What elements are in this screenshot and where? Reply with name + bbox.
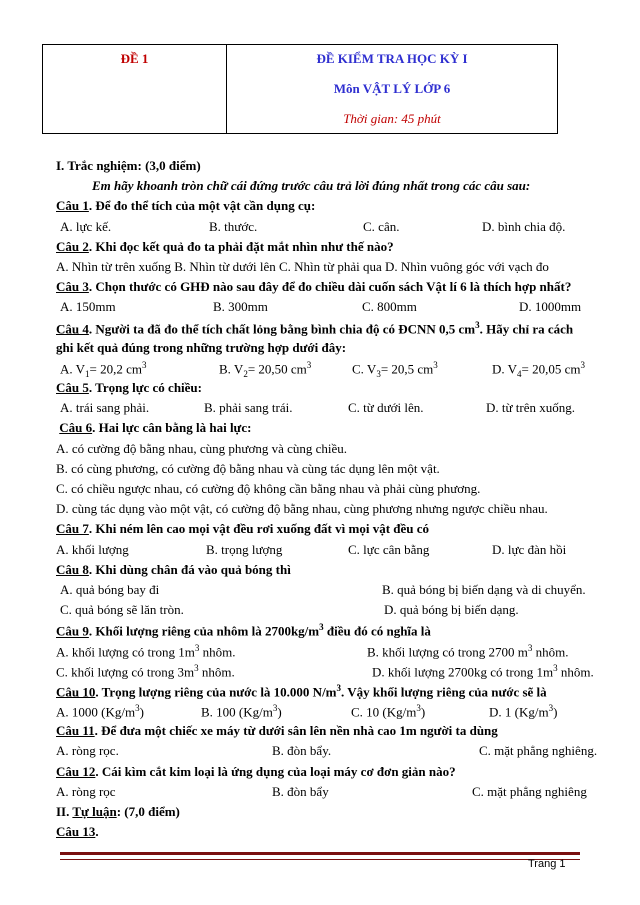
question-7 <box>56 521 616 541</box>
question-6 <box>56 420 616 440</box>
question-number: Câu 4 <box>56 320 89 336</box>
question-number: Câu 11 <box>56 723 95 739</box>
option-d: D. 1000mm <box>519 299 582 315</box>
option-c: C. 800mm <box>362 299 417 315</box>
question-text: . Để đo thể tích của một vật cần dụng cụ: <box>88 198 316 214</box>
exam-content <box>56 158 616 844</box>
exam-code: ĐỀ 1 <box>120 51 149 66</box>
section1-instruction: Em hãy khoanh tròn chữ cái đứng trước câu trả lời đúng nhất trong các câu sau: <box>92 178 531 194</box>
option-a: A. quả bóng bay đi <box>60 581 160 597</box>
question-number: Câu 1 <box>56 198 89 214</box>
option-a: A. 1000 $(Kg/m^3)$ <box>56 703 144 720</box>
exam-time: Thời gian: 45 phút <box>343 111 441 126</box>
option-b: B. đòn bẩy. <box>272 743 332 759</box>
options-11 <box>56 743 616 763</box>
options-5 <box>56 400 616 420</box>
option-d: D. quả bóng bị biến dạng. <box>384 602 519 618</box>
question-text: . Khi ném lên cao mọi vật đều rơi xuống đất vì mọi vật đều có <box>88 521 430 537</box>
options-8-row2 <box>56 602 616 622</box>
option-d: D. lực đàn hồi <box>492 541 567 557</box>
option-b: B. $V_2= 20,50$ $cm^3$ <box>219 359 312 379</box>
option-d: D. $V_4= 20,05$ $cm^3$ <box>492 359 586 379</box>
exam-title-cell <box>227 45 557 133</box>
option-c: C. lực cân bằng <box>348 541 430 557</box>
exam-code-cell <box>43 45 227 133</box>
option-c: C. mặt phẳng nghiêng. <box>479 743 598 759</box>
question-number: Câu 10 <box>56 684 96 700</box>
options-3 <box>56 299 616 319</box>
options-9-row2 <box>56 663 616 683</box>
option-b: B. có cùng phương, có cường độ bằng nhau và cùng tác dụng lên một vật. <box>56 460 440 476</box>
option-d: D. khối lượng 2700kg có trong $1m^3$ nhôm. <box>372 662 594 680</box>
option-b: B. khối lượng có trong 2700 $m^3$ nhôm. <box>367 642 569 659</box>
question-number: Câu 12 <box>56 763 96 779</box>
exam-title: ĐỀ KIỂM TRA HỌC KỲ I <box>316 51 468 66</box>
options-4 <box>56 360 616 380</box>
question-3 <box>56 279 616 299</box>
question-number: Câu 2 <box>56 238 89 254</box>
question-9: Câu 9. Khối lượng riêng của nhôm là $2700kg/m^3$ điều đó có nghĩa là <box>56 622 431 639</box>
option-c: C. 10 $(Kg/m^3)$ <box>351 703 426 720</box>
question-text: . Trọng lực có chiều: <box>88 380 202 396</box>
option-a: A. $V_1= 20,2$ $cm^3$ <box>60 359 147 379</box>
options-7 <box>56 542 616 562</box>
question-text: . Hai lực cân bằng là hai lực: <box>92 420 252 436</box>
option-c: C. mặt phẳng nghiêng <box>472 783 587 799</box>
option-a: A. khối lượng có trong $1m^3$ nhôm. <box>56 642 236 659</box>
section1-title: I. Trắc nghiệm: (3,0 điểm) <box>56 158 201 173</box>
question-4: Câu 4. Người ta đã đo thể tích chất lỏng bằng bình chia độ có ĐCNN 0,5 $cm^3$. Hãy chỉ ra cách <box>56 319 574 336</box>
option-a: A. 150mm <box>60 299 116 315</box>
question-number: Câu 8 <box>56 561 89 577</box>
option-b: B. đòn bẩy <box>272 783 329 799</box>
question-number: Câu 5 <box>56 380 89 396</box>
options-2: A. Nhìn từ trên xuống B. Nhìn từ dưới lên C. Nhìn từ phải qua D. Nhìn vuông góc với vạch đo <box>56 258 549 274</box>
question-1 <box>56 198 616 218</box>
question-text: . Khi dùng chân đá vào quả bóng thì <box>88 561 291 577</box>
section2-title: II. Tự luận: (7,0 điểm) <box>56 804 180 819</box>
option-b: B. 300mm <box>213 299 268 315</box>
options-1 <box>56 219 616 239</box>
option-b: B. 100 $(Kg/m^3)$ <box>201 703 282 720</box>
options-9-row1 <box>56 643 616 663</box>
question-text: . Chọn thước có GHĐ nào sau đây để đo chiều dài cuốn sách Vật lí 6 là thích hợp nhất? <box>88 279 572 295</box>
option-c: C. $V_3= 20,5$ $cm^3$ <box>352 359 438 379</box>
question-10: Câu 10. Trọng lượng riêng của nước là 10.000 $N/m^3$. Vậy khối lượng riêng của nước sẽ là <box>56 682 547 700</box>
question-12 <box>56 764 616 784</box>
option-c: C. từ dưới lên. <box>348 400 424 416</box>
question-5 <box>56 380 616 400</box>
question-2 <box>56 239 616 259</box>
question-number: Câu 9 <box>56 623 89 639</box>
option-a: A. khối lượng <box>56 541 129 557</box>
option-a: A. ròng rọc. <box>56 743 119 759</box>
option-c: C. quả bóng sẽ lăn tròn. <box>60 602 184 618</box>
question-number: Câu 3 <box>56 279 89 295</box>
option-b: B. thước. <box>209 218 258 234</box>
question-text: . Khối lượng riêng của nhôm là 2700kg/m <box>88 623 320 639</box>
option-c: C. cân. <box>363 218 400 234</box>
question-text: . Người ta đã đo thể tích chất lỏng bằng bình chia độ có ĐCNN 0,5 cm <box>88 320 476 336</box>
question-4-cont: ghi kết quả đúng trong những trường hợp dưới đây: <box>56 339 347 355</box>
question-text: . Cái kìm cắt kim loại là ứng dụng của loại máy cơ đơn giản nào? <box>95 763 456 779</box>
exam-header-box <box>42 44 558 134</box>
option-b: B. phải sang trái. <box>204 400 293 416</box>
option-d: D. bình chia độ. <box>482 218 566 234</box>
option-a: A. ròng rọc <box>56 783 116 799</box>
option-a: A. trái sang phải. <box>60 400 150 416</box>
option-d: D. từ trên xuống. <box>486 400 576 416</box>
option-b: B. quả bóng bị biến dạng và di chuyển. <box>382 581 586 597</box>
option-c: C. khối lượng có trong $3m^3$ nhôm. <box>56 662 235 680</box>
option-c: C. có chiều ngược nhau, có cường độ không cần bằng nhau và phải cùng phương. <box>56 481 481 496</box>
option-b: B. trọng lượng <box>206 541 283 557</box>
question-text: . Khi đọc kết quả đo ta phải đặt mắt nhìn như thế nào? <box>88 238 394 254</box>
options-10 <box>56 703 616 723</box>
options-12 <box>56 784 616 804</box>
options-8-row1 <box>56 582 616 602</box>
exam-subject: Môn VẬT LÝ LỚP 6 <box>333 81 451 96</box>
option-a: A. lực kế. <box>60 218 112 234</box>
question-text: . Trọng lượng riêng của nước là 10.000 N/m <box>95 684 337 700</box>
question-13: Câu 13. <box>56 824 99 840</box>
question-number: Câu 7 <box>56 521 89 537</box>
page-number: Trang 1 <box>528 858 566 870</box>
option-d: D. cùng tác dụng vào một vật, có cường độ bằng nhau, cùng phương nhưng ngược chiều nhau. <box>56 501 548 517</box>
footer-divider <box>60 852 580 860</box>
question-number: Câu 6 <box>59 420 93 436</box>
question-number: Câu 13 <box>56 824 96 840</box>
question-11 <box>56 723 616 743</box>
option-d: D. 1 $(Kg/m^3)$ <box>489 703 558 720</box>
question-text: . Để đưa một chiếc xe máy từ dưới sân lên nền nhà cao 1m người ta dùng <box>94 723 498 739</box>
question-8 <box>56 562 616 582</box>
option-a: A. có cường độ bằng nhau, cùng phương và cùng chiều. <box>56 440 348 456</box>
